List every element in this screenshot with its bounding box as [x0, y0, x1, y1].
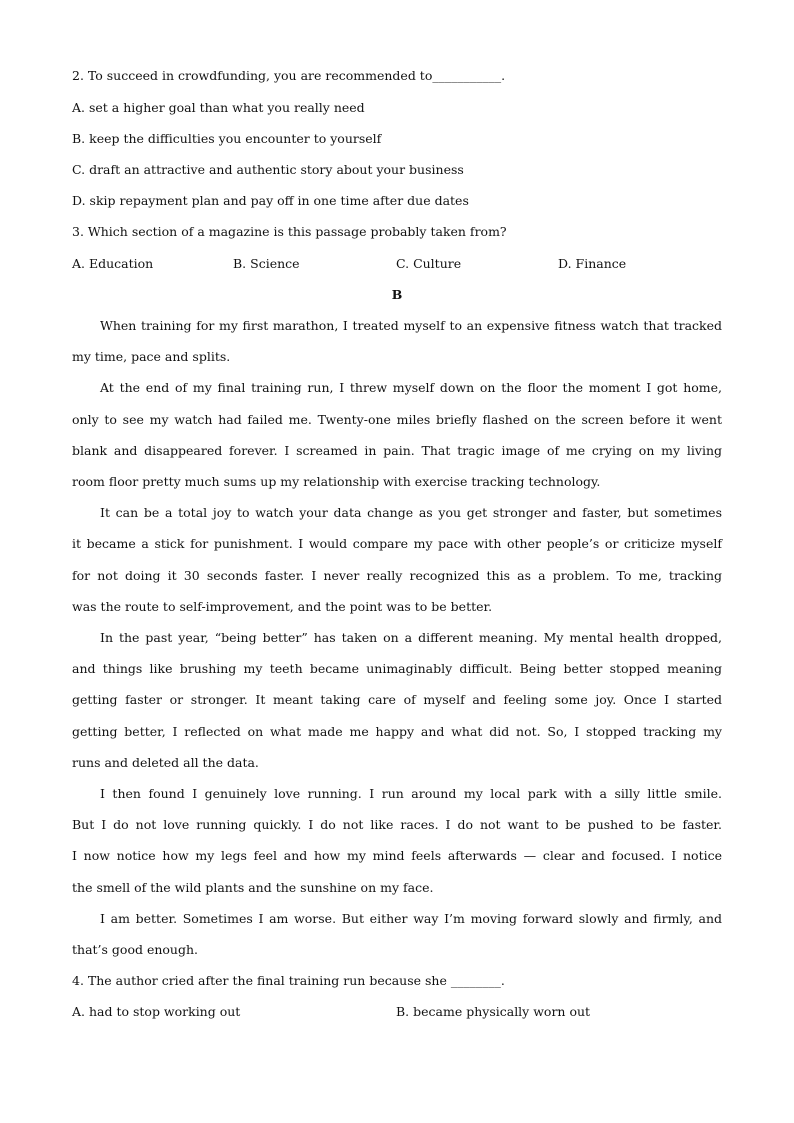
q3-option-c: C. Culture: [396, 256, 462, 271]
passage-line: In the past year, “being better” has taken on a different meaning. My mental health dropped,: [100, 630, 722, 645]
passage-line: But I do not love running quickly. I do not like races. I do not want to be pushed to be faster.: [72, 817, 722, 832]
q4-option-a: A. had to stop working out: [72, 1004, 241, 1019]
passage-line: getting faster or stronger. It meant taking care of myself and feeling some joy. Once I started: [72, 692, 722, 707]
q3-stem: 3. Which section of a magazine is this passage probably taken from?: [72, 224, 507, 239]
passage-line: At the end of my final training run, I threw myself down on the floor the moment I got home,: [100, 380, 722, 395]
passage-line: room floor pretty much sums up my relationship with exercise tracking technology.: [72, 474, 601, 489]
q3-option-b: B. Science: [233, 256, 300, 271]
q2-option-d: D. skip repayment plan and pay off in one time after due dates: [72, 193, 469, 208]
q4-option-b: B. became physically worn out: [396, 1004, 591, 1019]
passage-line: getting better, I reflected on what made me happy and what did not. So, I stopped tracking my: [72, 724, 722, 739]
q2-option-a: A. set a higher goal than what you really need: [72, 100, 365, 115]
passage-line: runs and deleted all the data.: [72, 755, 259, 770]
q4-stem: 4. The author cried after the final training run because she ________.: [72, 973, 505, 988]
q2-stem: 2. To succeed in crowdfunding, you are recommended to___________.: [72, 68, 506, 83]
q2-option-c: C. draft an attractive and authentic story about your business: [72, 162, 464, 177]
q3-option-d: D. Finance: [558, 256, 627, 271]
q2-option-b: B. keep the difficulties you encounter to yourself: [72, 131, 382, 146]
passage-line: the smell of the wild plants and the sunshine on my face.: [72, 880, 434, 895]
passage-line: It can be a total joy to watch your data change as you get stronger and faster, but sometimes: [100, 505, 722, 520]
passage-line: When training for my first marathon, I treated myself to an expensive fitness watch that tracked: [100, 318, 722, 333]
passage-line: blank and disappeared forever. I screamed in pain. That tragic image of me crying on my living: [72, 443, 722, 458]
section-title: B: [391, 287, 403, 302]
passage-line: I now notice how my legs feel and how my mind feels afterwards — clear and focused. I notice: [72, 848, 722, 863]
q3-option-a: A. Education: [72, 256, 154, 271]
passage-line: was the route to self-improvement, and the point was to be better.: [72, 599, 493, 614]
passage-line: only to see my watch had failed me. Twenty-one miles briefly flashed on the screen before it went: [72, 412, 722, 427]
passage-line: I then found I genuinely love running. I run around my local park with a silly little smile.: [100, 786, 722, 801]
passage-line: my time, pace and splits.: [72, 349, 231, 364]
passage-line: and things like brushing my teeth became unimaginably difficult. Being better stopped meaning: [72, 661, 722, 676]
passage-line: for not doing it 30 seconds faster. I never really recognized this as a problem. To me, tracking: [72, 568, 722, 583]
passage-line: I am better. Sometimes I am worse. But either way I’m moving forward slowly and firmly, and: [100, 911, 722, 926]
passage-line: that’s good enough.: [72, 942, 198, 957]
passage-line: it became a stick for punishment. I would compare my pace with other people’s or criticize myself: [72, 536, 722, 551]
